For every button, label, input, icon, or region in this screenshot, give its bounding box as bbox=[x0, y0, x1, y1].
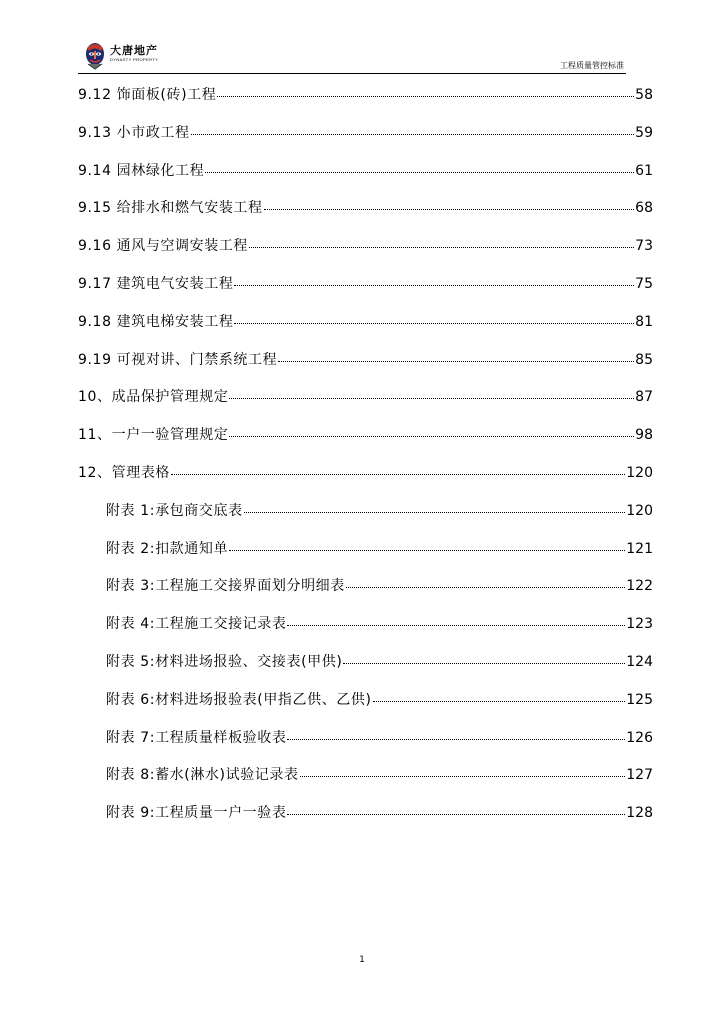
toc-dot-leader bbox=[343, 663, 625, 664]
toc-entry[interactable] bbox=[78, 307, 653, 337]
toc-entry-label: 9.13 小市政工程 bbox=[78, 124, 190, 141]
toc-entry-page-number: 128 bbox=[626, 805, 653, 822]
toc-entry-label: 9.15 给排水和燃气安装工程 bbox=[78, 200, 263, 217]
toc-entry-label: 9.12 饰面板(砖)工程 bbox=[78, 87, 217, 103]
toc-entry[interactable] bbox=[78, 80, 653, 110]
toc-dot-leader bbox=[217, 96, 634, 97]
toc-dot-leader bbox=[244, 512, 626, 513]
toc-entry[interactable] bbox=[106, 685, 653, 715]
toc-entry-page-number: 98 bbox=[635, 427, 653, 444]
toc-entry-label: 附表 7:工程质量样板验收表 bbox=[106, 729, 287, 746]
toc-entry[interactable] bbox=[78, 156, 653, 186]
toc-dot-leader bbox=[205, 172, 634, 173]
toc-entry-label: 12、管理表格 bbox=[78, 465, 171, 481]
toc-entry-page-number: 120 bbox=[626, 502, 653, 519]
toc-entry-label: 附表 1:承包商交底表 bbox=[106, 502, 243, 519]
toc-entry-page-number: 81 bbox=[635, 313, 653, 330]
toc-entry-page-number: 87 bbox=[635, 389, 653, 406]
logo-mask-icon bbox=[84, 42, 106, 70]
toc-entry[interactable] bbox=[106, 760, 653, 790]
toc-dot-leader bbox=[229, 436, 634, 437]
toc-dot-leader bbox=[171, 474, 625, 475]
toc-entry-page-number: 85 bbox=[635, 351, 653, 368]
company-logo bbox=[84, 42, 158, 70]
toc-dot-leader bbox=[264, 209, 635, 210]
page-header bbox=[78, 38, 626, 74]
toc-entry-page-number: 61 bbox=[635, 162, 653, 179]
toc-dot-leader bbox=[249, 247, 634, 248]
toc-dot-leader bbox=[234, 323, 634, 324]
toc-entry-page-number: 68 bbox=[635, 200, 653, 217]
toc-entry-page-number: 126 bbox=[626, 729, 653, 746]
toc-entry-label: 附表 3:工程施工交接界面划分明细表 bbox=[106, 578, 345, 595]
toc-entry[interactable] bbox=[106, 798, 653, 828]
toc-entry-page-number: 58 bbox=[635, 87, 653, 103]
toc-entry-label: 9.17 建筑电气安装工程 bbox=[78, 276, 234, 292]
toc-dot-leader bbox=[278, 361, 634, 362]
toc-entry-label: 9.18 建筑电梯安装工程 bbox=[78, 313, 234, 330]
toc-dot-leader bbox=[229, 398, 634, 399]
toc-entry[interactable] bbox=[78, 231, 653, 261]
toc-dot-leader bbox=[191, 134, 635, 135]
document-title: 工程质量管控标准 bbox=[560, 61, 624, 70]
logo-chinese-text: 大唐地产 bbox=[110, 44, 158, 57]
toc-dot-leader bbox=[287, 814, 625, 815]
toc-dot-leader bbox=[300, 776, 626, 777]
toc-entry-label: 9.16 通风与空调安装工程 bbox=[78, 238, 249, 255]
toc-dot-leader bbox=[229, 550, 625, 551]
toc-entry-label: 9.14 园林绿化工程 bbox=[78, 162, 205, 179]
toc-entry[interactable] bbox=[78, 345, 653, 375]
toc-entry-page-number: 120 bbox=[626, 465, 653, 481]
toc-entry[interactable] bbox=[78, 118, 653, 148]
toc-entry[interactable] bbox=[106, 609, 653, 639]
toc-entry-label: 9.19 可视对讲、门禁系统工程 bbox=[78, 351, 278, 368]
toc-entry-label: 附表 6:材料进场报验表(甲指乙供、乙供) bbox=[106, 691, 372, 708]
toc-entry[interactable] bbox=[78, 458, 653, 488]
toc-entry-label: 附表 4:工程施工交接记录表 bbox=[106, 616, 287, 633]
toc-entry[interactable] bbox=[106, 571, 653, 601]
toc-entry-page-number: 122 bbox=[626, 578, 653, 595]
toc-entry-page-number: 75 bbox=[635, 276, 653, 292]
toc-entry-label: 附表 5:材料进场报验、交接表(甲供) bbox=[106, 654, 343, 670]
toc-dot-leader bbox=[346, 587, 625, 588]
toc-entry[interactable] bbox=[78, 193, 653, 223]
toc-entry-page-number: 127 bbox=[626, 767, 653, 784]
toc-entry[interactable] bbox=[106, 723, 653, 753]
toc-entry-page-number: 59 bbox=[635, 124, 653, 141]
toc-dot-leader bbox=[287, 625, 625, 626]
toc-entry-page-number: 121 bbox=[626, 540, 653, 557]
toc-entry-page-number: 123 bbox=[626, 616, 653, 633]
toc-entry-page-number: 73 bbox=[635, 238, 653, 255]
logo-english-text: DYNASTY PROPERTY bbox=[110, 57, 159, 62]
toc-entry[interactable] bbox=[78, 269, 653, 299]
page-number: 1 bbox=[359, 955, 365, 965]
header-divider bbox=[78, 73, 626, 74]
toc-entry-page-number: 125 bbox=[626, 691, 653, 708]
toc-entry[interactable] bbox=[106, 534, 653, 564]
toc-dot-leader bbox=[287, 739, 625, 740]
toc-dot-leader bbox=[234, 285, 634, 286]
toc-entry[interactable] bbox=[78, 382, 653, 412]
toc-dot-leader bbox=[373, 701, 626, 702]
toc-entry[interactable] bbox=[106, 647, 653, 677]
toc-entry-label: 11、一户一验管理规定 bbox=[78, 427, 229, 444]
toc-entry-label: 10、成品保护管理规定 bbox=[78, 389, 229, 406]
toc-entry[interactable] bbox=[78, 420, 653, 450]
toc-entry-page-number: 124 bbox=[626, 654, 653, 670]
toc-entry-label: 附表 2:扣款通知单 bbox=[106, 540, 229, 557]
toc-entry[interactable] bbox=[106, 496, 653, 526]
toc-entry-label: 附表 9:工程质量一户一验表 bbox=[106, 805, 287, 822]
toc-entry-label: 附表 8:蓄水(淋水)试验记录表 bbox=[106, 767, 299, 784]
